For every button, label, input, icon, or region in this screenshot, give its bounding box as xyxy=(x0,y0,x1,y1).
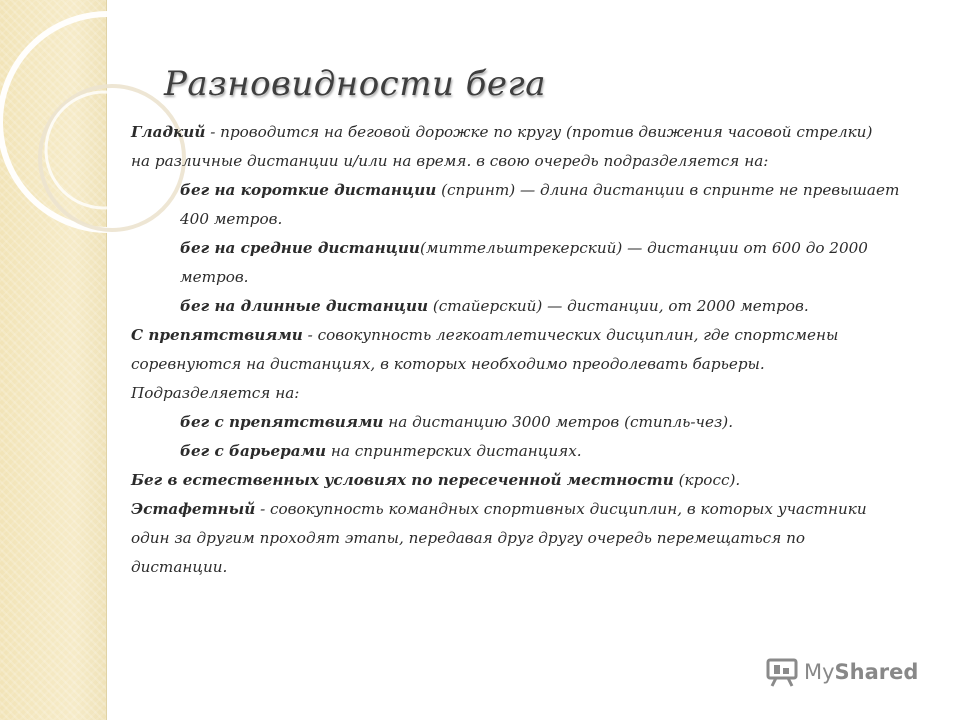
watermark-my: My xyxy=(804,660,835,684)
paragraph-relay-line3: дистанции. xyxy=(131,558,228,576)
text-cross: (кросс). xyxy=(673,471,741,489)
term-hurdles: бег с барьерами xyxy=(180,442,327,460)
text-middle: (миттельштрекерский) — дистанции от 600 до 2000 xyxy=(419,239,868,257)
watermark-shared: Shared xyxy=(834,660,919,684)
term-obstacles: С препятствиями xyxy=(131,326,303,344)
term-relay: Эстафетный xyxy=(131,500,256,518)
item-long xyxy=(131,292,931,321)
term-long: бег на длинные дистанции xyxy=(180,297,429,315)
watermark-text xyxy=(804,660,918,684)
paragraph-obstacles-line1 xyxy=(131,321,931,350)
term-steeplechase: бег с препятствиями xyxy=(180,413,384,431)
slide-body xyxy=(131,118,931,582)
term-short: бег на короткие дистанции xyxy=(180,181,437,199)
text-long: (стайерский) — дистанции, от 2000 метров. xyxy=(428,297,809,315)
text-hurdles: на спринтерских дистанциях. xyxy=(326,442,582,460)
text-steeplechase: на дистанцию 3000 метров (стипль-чез). xyxy=(383,413,734,431)
item-short-line1 xyxy=(131,176,931,205)
myshared-watermark xyxy=(766,657,918,687)
item-middle-line1 xyxy=(131,234,931,263)
text-relay: - совокупность командных спортивных дисциплин, в которых участники xyxy=(255,500,867,518)
text-short: (спринт) — длина дистанции в спринте не превышает xyxy=(436,181,900,199)
term-middle: бег на средние дистанции xyxy=(180,239,420,257)
item-middle-line2: метров. xyxy=(180,268,249,286)
item-steeplechase xyxy=(131,408,931,437)
presentation-board-icon xyxy=(766,657,798,687)
term-cross: Бег в естественных условиях по пересеченной местности xyxy=(131,471,674,489)
paragraph-smooth-line1 xyxy=(131,118,931,147)
paragraph-relay-line1 xyxy=(131,495,931,524)
paragraph-smooth-line2: на различные дистанции и/или на время. в свою очередь подразделяется на: xyxy=(131,152,769,170)
paragraph-obstacles-line3: Подразделяется на: xyxy=(131,384,300,402)
item-hurdles xyxy=(131,437,931,466)
slide-title: Разновидности бега xyxy=(164,64,546,104)
term-smooth: Гладкий xyxy=(131,123,206,141)
text-obstacles: - совокупность легкоатлетических дисциплин, где спортсмены xyxy=(302,326,839,344)
paragraph-cross xyxy=(131,466,931,495)
paragraph-relay-line2: один за другим проходят этапы, передавая друг другу очередь перемещаться по xyxy=(131,529,805,547)
paragraph-obstacles-line2: соревнуются на дистанциях, в которых необходимо преодолевать барьеры. xyxy=(131,355,765,373)
text-smooth-1: - проводится на беговой дорожке по кругу (против движения часовой стрелки) xyxy=(205,123,873,141)
item-short-line2: 400 метров. xyxy=(180,210,283,228)
